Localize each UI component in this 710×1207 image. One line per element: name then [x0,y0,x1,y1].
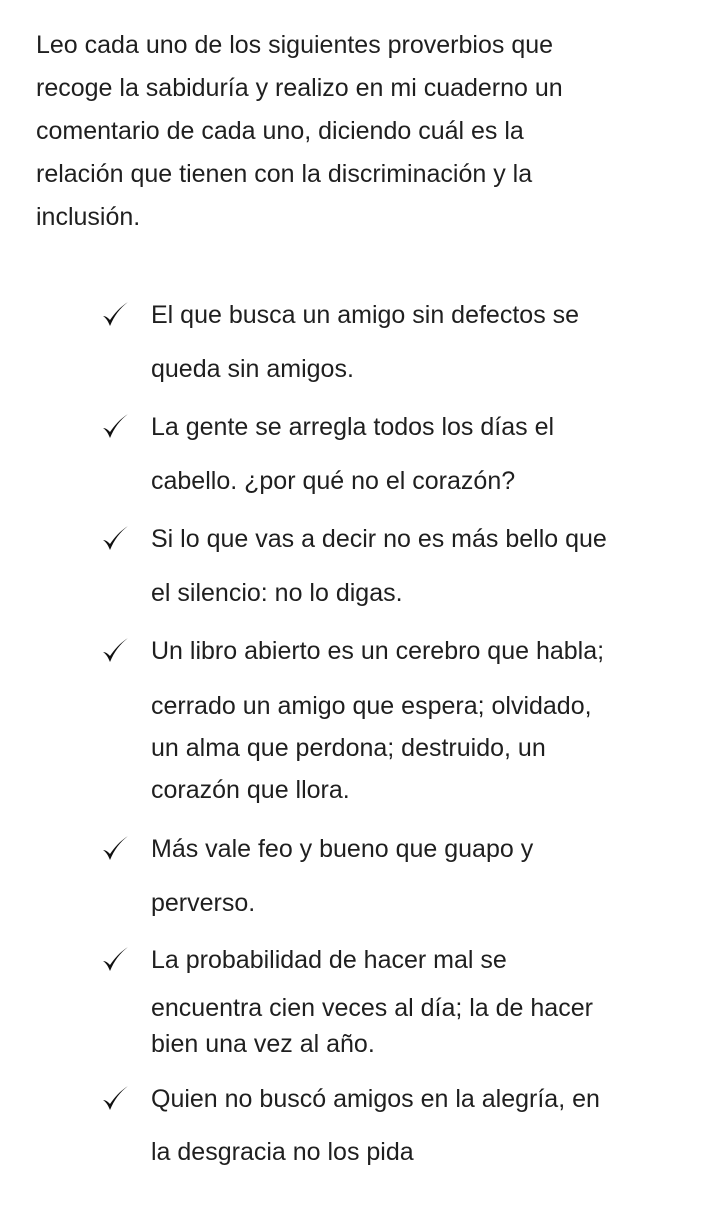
checkmark-icon [100,1084,130,1114]
intro-line: Leo cada uno de los siguientes proverbios que [36,31,554,59]
proverb-line: El que busca un amigo sin defectos se [151,301,580,329]
proverb-line: el silencio: no lo digas. [151,579,403,607]
proverb-line: queda sin amigos. [151,355,354,383]
intro-line: comentario de cada uno, diciendo cuál es la [36,117,524,145]
checkmark-icon [100,636,130,666]
proverb-line: un alma que perdona; destruido, un [151,734,546,762]
proverb-line: Quien no buscó amigos en la alegría, en [151,1085,600,1113]
checkmark-icon [100,834,130,864]
intro-line: inclusión. [36,203,141,231]
proverb-line: Si lo que vas a decir no es más bello que [151,525,607,553]
proverb-line: cerrado un amigo que espera; olvidado, [151,692,592,720]
proverb-line: cabello. ¿por qué no el corazón? [151,467,516,495]
proverb-line: La gente se arregla todos los días el [151,413,555,441]
proverb-line: Más vale feo y bueno que guapo y [151,835,534,863]
proverb-line: bien una vez al año. [151,1030,375,1058]
proverb-line: perverso. [151,889,256,917]
instructions-paragraph [36,24,676,239]
proverb-line: corazón que llora. [151,776,350,804]
proverb-line: La probabilidad de hacer mal se [151,946,507,974]
intro-line: relación que tienen con la discriminación y la [36,160,533,188]
checkmark-icon [100,945,130,975]
proverb-line: la desgracia no los pida [151,1138,414,1166]
checkmark-icon [100,300,130,330]
checkmark-icon [100,524,130,554]
checkmark-icon [100,412,130,442]
intro-line: recoge la sabiduría y realizo en mi cuaderno un [36,74,563,102]
proverb-line: Un libro abierto es un cerebro que habla; [151,637,605,665]
proverb-line: encuentra cien veces al día; la de hacer [151,994,593,1022]
